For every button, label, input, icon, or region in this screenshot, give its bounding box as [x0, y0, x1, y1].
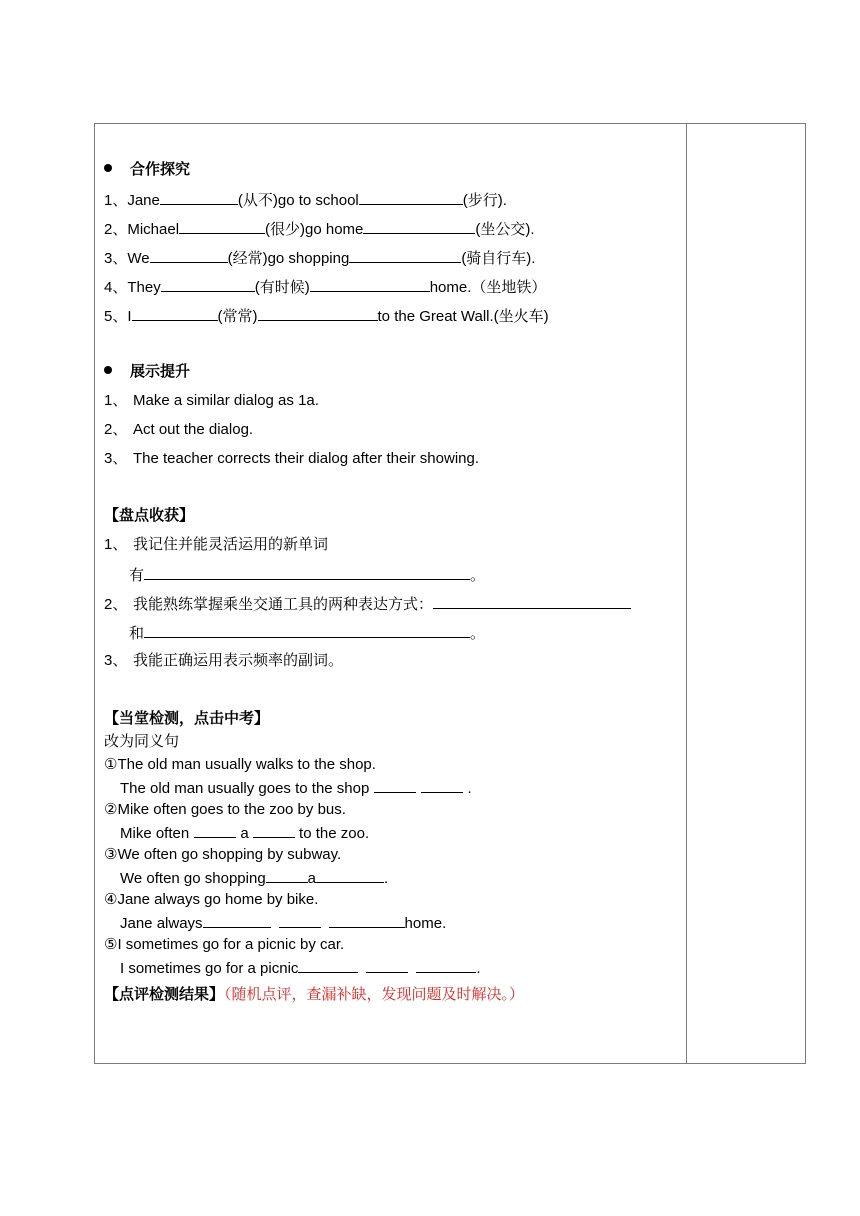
section-test-heading: 【当堂检测，点击中考】 — [104, 710, 270, 727]
answer-blank[interactable] — [279, 912, 321, 928]
answer-blank[interactable] — [433, 593, 631, 609]
answer-blank[interactable] — [416, 957, 476, 973]
answer-blank[interactable] — [298, 957, 358, 973]
answer-blank[interactable] — [194, 822, 236, 838]
answer-blank[interactable] — [160, 189, 238, 205]
test-q5-original: ⑤I sometimes go for a picnic by car. — [104, 936, 345, 953]
harvest-item-2-cont: 和 。 — [129, 622, 485, 642]
test-q1-rewrite: The old man usually goes to the shop . — [120, 777, 472, 797]
answer-blank[interactable] — [161, 276, 255, 292]
cooperate-item-4: 4、They (有时候) home.（坐地铁） — [104, 276, 546, 296]
test-q1-original: ①The old man usually walks to the shop. — [104, 756, 376, 773]
answer-blank[interactable] — [132, 305, 218, 321]
show-item-3: 3、 The teacher corrects their dialog after their showing. — [104, 450, 480, 467]
answer-blank[interactable] — [349, 247, 461, 263]
cooperate-item-5: 5、I (常常) to the Great Wall.(坐火车) — [104, 305, 549, 325]
test-q4-original: ④Jane always go home by bike. — [104, 891, 319, 908]
cooperate-item-3: 3、We (经常)go shopping (骑自行车). — [104, 247, 535, 267]
cooperate-item-1: 1、Jane (从不)go to school (步行). — [104, 189, 507, 209]
section-title: 展示提升 — [130, 363, 191, 380]
answer-blank[interactable] — [421, 777, 463, 793]
answer-blank[interactable] — [266, 867, 308, 883]
answer-blank[interactable] — [144, 622, 470, 638]
test-q2-original: ②Mike often goes to the zoo by bus. — [104, 801, 346, 818]
answer-blank[interactable] — [359, 189, 463, 205]
bullet-icon — [104, 366, 112, 374]
test-subtitle: 改为同义句 — [104, 733, 180, 750]
section-review-note: （随机点评，查漏补缺，发现问题及时解决。） — [224, 986, 525, 1003]
answer-blank[interactable] — [363, 218, 475, 234]
answer-blank[interactable] — [374, 777, 416, 793]
show-item-2: 2、 Act out the dialog. — [104, 421, 254, 438]
answer-blank[interactable] — [179, 218, 265, 234]
section-show-heading — [104, 362, 190, 382]
harvest-item-2: 2、 我能熟练掌握乘坐交通工具的两种表达方式： — [104, 593, 631, 613]
answer-blank[interactable] — [310, 276, 430, 292]
answer-blank[interactable] — [316, 867, 384, 883]
section-cooperate-heading — [104, 160, 190, 180]
bullet-icon — [104, 164, 112, 172]
section-review-heading: 【点评检测结果】 — [104, 986, 225, 1003]
section-review — [104, 985, 524, 1005]
section-title: 合作探究 — [130, 161, 191, 178]
section-harvest-heading: 【盘点收获】 — [104, 507, 195, 524]
answer-blank[interactable] — [203, 912, 271, 928]
test-q4-rewrite: Jane always home. — [120, 912, 446, 932]
answer-blank[interactable] — [258, 305, 378, 321]
test-q3-rewrite: We often go shopping a . — [120, 867, 388, 887]
harvest-item-3: 3、 我能正确运用表示频率的副词。 — [104, 652, 344, 669]
test-q2-rewrite: Mike often a to the zoo. — [120, 822, 369, 842]
answer-blank[interactable] — [253, 822, 295, 838]
test-q3-original: ③We often go shopping by subway. — [104, 846, 342, 863]
answer-blank[interactable] — [366, 957, 408, 973]
answer-blank[interactable] — [329, 912, 405, 928]
test-q5-rewrite: I sometimes go for a picnic . — [120, 957, 481, 977]
column-divider — [686, 123, 687, 1064]
cooperate-item-2: 2、Michael (很少)go home (坐公交). — [104, 218, 535, 238]
show-item-1: 1、 Make a similar dialog as 1a. — [104, 392, 319, 409]
answer-blank[interactable] — [150, 247, 228, 263]
harvest-item-1-cont: 有 。 — [129, 564, 485, 584]
answer-blank[interactable] — [144, 564, 470, 580]
harvest-item-1: 1、 我记住并能灵活运用的新单词 — [104, 536, 329, 553]
